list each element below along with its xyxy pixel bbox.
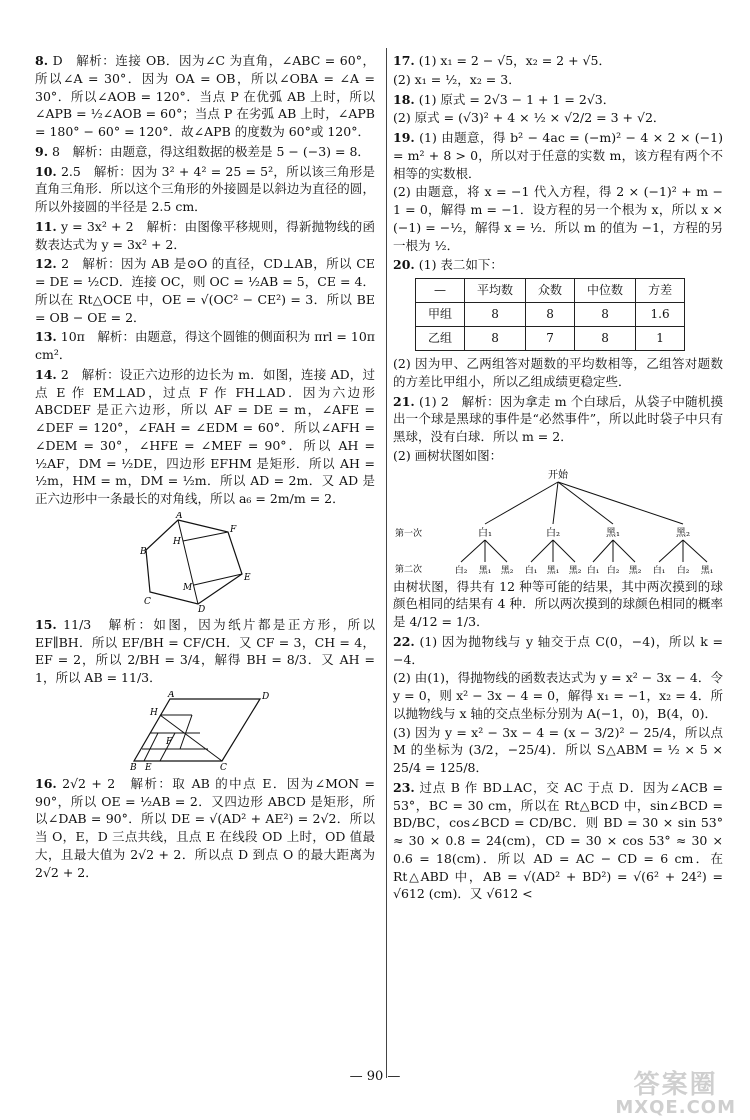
answer-19: 19. (1) 由题意，得 b² − 4ac = (−m)² − 4 × 2 × (−1) = m² + 8 > 0，所以对于任意的实数 m，该方程有两个不相等的实数根． (2) 由题意，将 x = −1 代入方程，得 2 × (−1)² + m − 1 = 0，解得 m = −1．设方程的另一个根为 x，所以 x × (−1) = −½，解得 x = ½．所以 m 的值为 −1，方程的另一根为 ½．: [393, 130, 723, 253]
table-row: 甲组 8 8 8 1.6: [416, 303, 685, 327]
label-A: A: [168, 690, 175, 700]
label-H: H: [173, 536, 181, 547]
answer-21: 21. (1) 2 解析：因为拿走 m 个白球后，从袋子中随机摸出一个球是黑球的事件是“必然事件”，所以此时袋子中只有黑球，没有白球．所以 m = 2． (2) 画树状图如图： 开始 第一次 第二次 白₁ 白₂ 黑₁ 黑₂ 白₂ 黑₁ 黑₂ 白₁ 黑₁ 黑₂ 白₁ 白₂ 黑₂ 白₁ 白₂ 黑₁ 由树状图，得共有 12 种等可能的结果，其中两次摸到的球颜色相同的结果有 4 种．所以两次摸到的球颜色相同的概率是 4/12 = 1/3．: [393, 393, 723, 630]
statistics-table: [415, 278, 685, 351]
parallelogram-figure: [130, 691, 280, 771]
tree-leaf: 白₂: [606, 565, 620, 576]
tree-leaf: 白₂: [454, 565, 468, 576]
label-B: B: [130, 762, 137, 771]
answer-15: 15. 11/3 解析：如图，因为纸片都是正方形，所以 EF∥BH．所以 EF/BH = CF/CH．又 CF = 3，CH = 4，EF = 2，所以 2/BH = 3/4，解得 BH = 8/3．又 AH = 1，所以 AB = 11/3．: [35, 616, 375, 685]
tree-leaf: 白₁: [586, 565, 600, 576]
answer-14: 14. 2 解析：设正六边形的边长为 m．如图，连接 AD，过点 E 作 EM⊥AD，过点 F 作 FH⊥AD．因为六边形 ABCDEF 是正六边形，所以 AF = DE = m，∠AFE = ∠DEF = 120°，∠FAH = ∠EDM = 60°．所以∠AFH = ∠DEM = 30°，∠HFE = ∠MEF = 90°．所以 AH = ½AF，DM = ½DE，四边形 EFHM 是矩形．所以 AH = ½m，HM = m，DM = ½m．所以 AD = 2m．又 AD 是正六边形中一条最长的对角线，所以 a₆ = 2m/m = 2．: [35, 366, 375, 506]
label-F: F: [230, 524, 237, 535]
label-D: D: [262, 691, 270, 702]
left-column: [35, 52, 375, 883]
answer-11: 11. y = 3x² + 2 解析：由图像平移规则，得新抛物线的函数表达式为 y = 3x² + 2．: [35, 218, 375, 252]
tree-leaf: 黑₁: [546, 565, 560, 576]
label-A: A: [176, 511, 183, 521]
answer-22: 22. (1) 因为抛物线与 y 轴交于点 C(0，−4)，所以 k = −4． (2) 由(1)，得抛物线的函数表达式为 y = x² − 3x − 4．令 y = 0，则 x² − 3x − 4 = 0，解得 x₁ = −1，x₂ = 4．所以抛物线与 x 轴的交点坐标分别为 A(−1，0)，B(4，0)． (3) 因为 y = x² − 3x − 4 = (x − 3/2)² − 25/4，所以点 M 的坐标为 (3/2，−25/4)．所以 S△ABM = ½ × 5 × 25/4 = 125/8．: [393, 633, 723, 776]
tree-root: 开始: [548, 469, 568, 481]
answer-8: 8. D 解析：连接 OB．因为∠C 为直角，∠ABC = 60°，所以∠A = 30°．因为 OA = OB，所以∠OBA = ∠A = 30°．所以∠AOB = 120°．当点 P 在优弧 AB 上时，所以∠APB = ½∠AOB = 60°；当点 P 在劣弧 AB 上时，∠APB = 180° − 60° = 120°．故∠APB 的度数为 60°或 120°．: [35, 53, 376, 139]
table-header: 方差: [636, 279, 685, 303]
table-row: 乙组 8 7 8 1: [416, 327, 685, 351]
label-C: C: [220, 762, 227, 771]
tree-leaf: 黑₁: [700, 565, 714, 576]
right-column: [393, 52, 723, 905]
answer-13: 13. 10π 解析：由题意，得这个圆锥的侧面积为 πrl = 10π cm²．: [35, 329, 375, 362]
table-header: 中位数: [575, 279, 636, 303]
tree-leaf: 黑₂: [628, 565, 642, 576]
tree-node: 黑₁: [605, 527, 621, 539]
table-header: —: [416, 279, 465, 303]
column-divider: [386, 48, 387, 1078]
watermark: 答案圈 MXQE.COM: [615, 1070, 736, 1119]
tree-leaf: 白₁: [652, 565, 666, 576]
table-header: 众数: [526, 279, 575, 303]
answer-18: 18. (1) 原式 = 2√3 − 1 + 1 = 2√3． (2) 原式 = (√3)² + 4 × ½ × √2/2 = 3 + √2．: [393, 91, 666, 126]
label-B: B: [140, 546, 147, 557]
answer-9: 9. 8 解析：由题意，得这组数据的极差是 5 − (−3) = 8．: [35, 143, 370, 159]
page-number: — 90 —: [349, 1069, 401, 1084]
table-header: 平均数: [465, 279, 526, 303]
label-D: D: [198, 604, 206, 612]
tree-row2-label: 第二次: [395, 564, 423, 575]
tree-node: 白₁: [477, 527, 493, 539]
tree-leaf: 白₁: [524, 565, 538, 576]
answer-17: 17. (1) x₁ = 2 − √5，x₂ = 2 + √5． (2) x₁ = ½，x₂ = 3．: [393, 53, 611, 87]
tree-node: 黑₂: [675, 527, 691, 539]
label-E: E: [145, 762, 152, 771]
answer-10: 10. 2.5 解析：因为 3² + 4² = 25 = 5²，所以该三角形是直角三角形．所以这个三角形的外接圆是以斜边为直径的圆，所以外接圆的半径是 2.5 cm．: [35, 163, 375, 214]
label-H: H: [150, 707, 158, 718]
label-C: C: [144, 596, 151, 607]
answer-20: 20. (1) 表二如下： — 平均数 众数 中位数 方差 甲组 8 8 8 1.6 乙组 8 7 8 1 (2) 因为甲、乙两组答对题数的平均数相等，乙组答对题数的方差比甲组小，所以乙组成绩更稳定些．: [393, 257, 723, 389]
tree-diagram: [393, 466, 723, 578]
tree-node: 白₂: [545, 527, 561, 539]
answer-12: 12. 2 解析：因为 AB 是⊙O 的直径，CD⊥AB，所以 CE = DE = ½CD．连接 OC，则 OC = ½AB = 5，CE = 4．所以在 Rt△OCE 中，OE = √(OC² − CE²) = 3．所以 BE = OB − OE = 2．: [35, 256, 375, 325]
answer-23: 23. 过点 B 作 BD⊥AC，交 AC 于点 D．因为∠ACB = 53°，BC = 30 cm，所以在 Rt△BCD 中，sin∠BCD = BD/BC，cos∠BCD = CD/BC．则 BD = 30 × sin 53° ≈ 30 × 0.8 = 24(cm)，CD = 30 × cos 53° ≈ 30 × 0.6 = 18(cm)．所以 AD = AC − CD = 6 cm．在 Rt△ABD 中，AB = √(AD² + BD²) = √(6² + 24²) = √612 (cm)．又 √612 <: [393, 779, 723, 902]
tree-leaf: 黑₂: [568, 565, 582, 576]
answer-16: 16. 2√2 + 2 解析：取 AB 的中点 E．因为∠MON = 90°，所以 OE = ½AB = 2．又四边形 ABCD 是矩形，所以∠DAB = 90°．所以 DE = √(AD² + AE²) = 2√2．所以当 O，E，D 三点共线，且点 E 在线段 OD 上时，OD 值最大，且最大值为 2√2 + 2．所以点 D 到点 O 的最大距离为 2√2 + 2．: [35, 775, 375, 880]
tree-leaf: 黑₁: [478, 565, 492, 576]
label-E: E: [244, 572, 251, 583]
label-M: M: [183, 582, 193, 593]
hexagon-figure: [140, 512, 270, 612]
tree-leaf: 白₂: [676, 565, 690, 576]
label-F: F: [166, 736, 173, 747]
tree-row1-label: 第一次: [395, 528, 423, 539]
tree-leaf: 黑₂: [500, 565, 514, 576]
